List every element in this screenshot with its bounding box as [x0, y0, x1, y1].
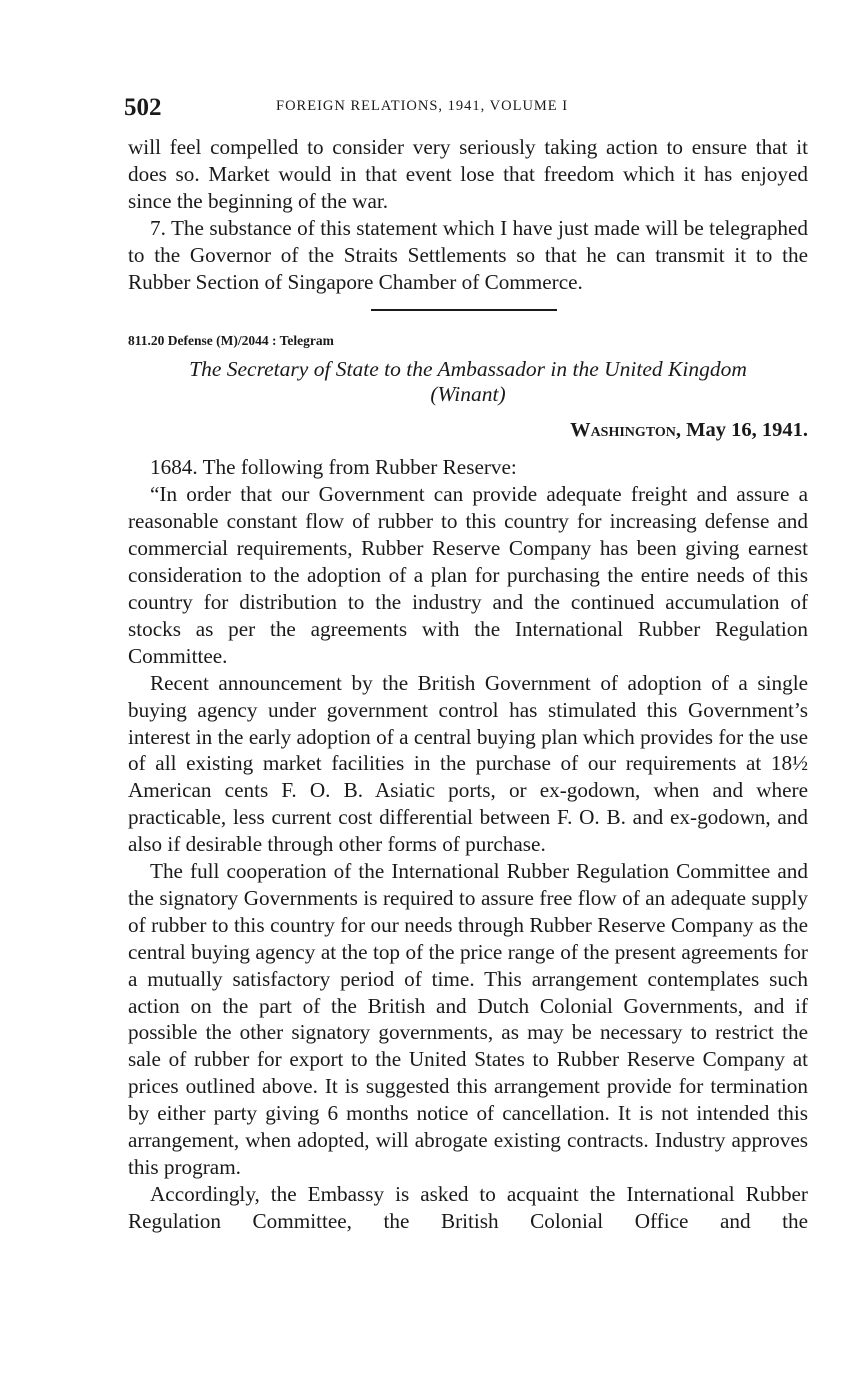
page-number: 502	[124, 94, 162, 121]
continuation-paragraph: will feel compelled to consider very seriously taking action to ensure that it does so. Market would in that event lose that freedom which it has enjoyed since the beginning of the war.	[128, 135, 808, 213]
dateline	[128, 419, 808, 442]
page-header	[124, 90, 808, 130]
telegram-paragraph: 1684. The following from Rubber Reserve:	[150, 455, 517, 480]
telegram-paragraph: “In order that our Government can provide adequate freight and assure a reasonable constant flow of rubber to this country for increasing defense and commercial requirements, Rubber Reserve Company has been giving earnest consideration to the adoption of a plan for purchasing the entire needs of this country for distribution to the industry and the continued accumulation of stocks as per the agreements with the International Rubber Regulation Committee.	[128, 482, 808, 668]
paragraph-7: 7. The substance of this statement which I have just made will be telegraphed to the Governor of the Straits Settlements so that he can transmit it to the Rubber Section of Singapore Chamber of Commerce.	[128, 215, 808, 294]
running-head: FOREIGN RELATIONS, 1941, VOLUME I	[276, 98, 569, 114]
telegram-body	[128, 454, 808, 1234]
document-title-line-1: The Secretary of State to the Ambassador in the United Kingdom	[189, 357, 747, 382]
document-page	[124, 90, 808, 1235]
section-divider	[371, 309, 557, 311]
file-reference: 811.20 Defense (M)/2044 : Telegram	[128, 333, 334, 349]
telegram-paragraph: The full cooperation of the International Rubber Regulation Committee and the signatory Governments is required to assure free flow of an adequate supply of rubber to this country for our needs through Rubber Reserve Company as the central buying agency at the top of the price range of the present agreements for a mutually satisfactory period of time. This arrangement contemplates such action on the part of the British and Dutch Colonial Governments, and if possible the other signatory governments, as may be necessary to restrict the sale of rubber for export to the United States to Rubber Reserve Company at prices outlined above. It is suggested this arrangement provide for termination by either party giving 6 months notice of cancellation. It is not intended this arrangement, when adopted, will abrogate existing contracts. Industry approves this program.	[128, 859, 808, 1179]
dateline-city: Washington,	[570, 419, 682, 442]
dateline-date: May 16, 1941.	[686, 419, 808, 442]
document-title	[128, 357, 808, 407]
telegram-paragraph: Accordingly, the Embassy is asked to acquaint the International Rubber Regulation Committee, the British Colonial Office and the	[128, 1181, 808, 1233]
telegram-paragraph: Recent announcement by the British Government of adoption of a single buying agency under government control has stimulated this Government’s interest in the early adoption of a central buying plan which provides for the use of all existing market facilities in the purchase of our requirements at 18½ American cents F. O. B. Asiatic ports, or ex-godown, when and where practicable, less current cost differential between F. O. B. and ex-godown, and also if desirable through other forms of purchase.	[128, 670, 808, 857]
document-title-line-2: (Winant)	[430, 382, 506, 407]
